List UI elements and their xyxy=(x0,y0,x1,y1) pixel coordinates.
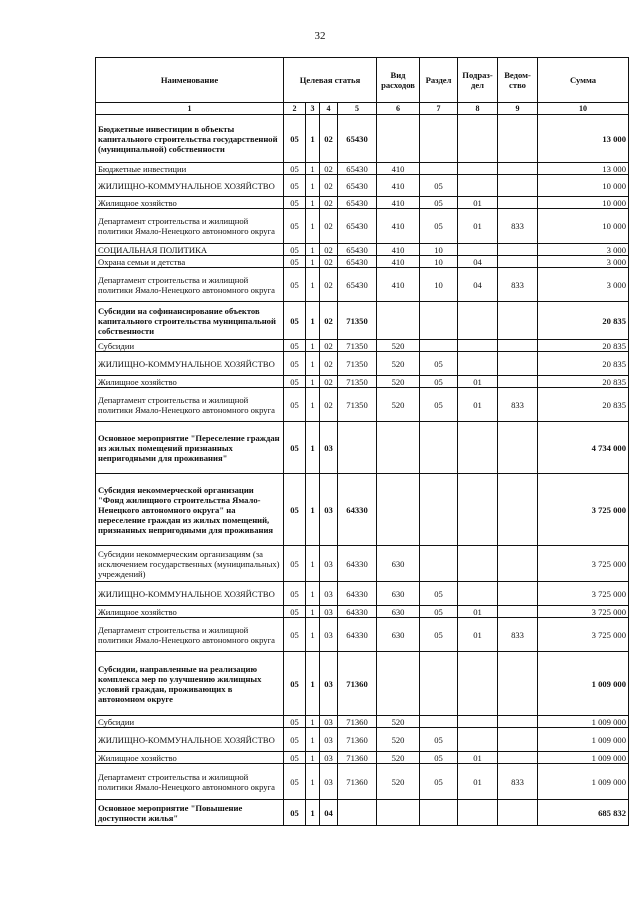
department-cell: 833 xyxy=(498,268,538,302)
department-cell xyxy=(498,546,538,582)
target-direction-cell: 64330 xyxy=(338,546,377,582)
target-direction-cell: 65430 xyxy=(338,256,377,268)
target-activity-cell: 02 xyxy=(320,115,338,163)
amount-cell: 3 725 000 xyxy=(538,606,629,618)
target-subprogram-cell: 1 xyxy=(306,244,320,256)
target-program-cell: 05 xyxy=(284,764,306,800)
target-direction-cell: 64330 xyxy=(338,618,377,652)
department-cell xyxy=(498,474,538,546)
department-cell xyxy=(498,244,538,256)
target-activity-cell: 03 xyxy=(320,422,338,474)
amount-cell: 1 009 000 xyxy=(538,764,629,800)
amount-cell: 13 000 xyxy=(538,163,629,175)
target-subprogram-cell: 1 xyxy=(306,582,320,606)
department-cell: 833 xyxy=(498,764,538,800)
target-program-cell: 05 xyxy=(284,474,306,546)
target-program-cell: 05 xyxy=(284,388,306,422)
header-section: Раздел xyxy=(420,58,458,103)
target-program-cell: 05 xyxy=(284,376,306,388)
table-row xyxy=(96,652,629,716)
section-cell xyxy=(420,163,458,175)
header-department: Ведом-ство xyxy=(498,58,538,103)
row-name-cell: Основное мероприятие "Переселение граждан из жилых помещений признанных непригодными для проживания" xyxy=(96,422,284,474)
table-row xyxy=(96,800,629,826)
target-direction-cell: 71350 xyxy=(338,302,377,340)
target-activity-cell: 03 xyxy=(320,546,338,582)
section-cell: 10 xyxy=(420,268,458,302)
row-name-cell: Жилищное хозяйство xyxy=(96,197,284,209)
amount-cell: 3 000 xyxy=(538,244,629,256)
expense-type-cell: 410 xyxy=(377,197,420,209)
target-activity-cell: 02 xyxy=(320,256,338,268)
expense-type-cell: 630 xyxy=(377,582,420,606)
target-subprogram-cell: 1 xyxy=(306,800,320,826)
target-program-cell: 05 xyxy=(284,606,306,618)
target-activity-cell: 04 xyxy=(320,800,338,826)
expense-type-cell xyxy=(377,800,420,826)
expense-type-cell: 520 xyxy=(377,352,420,376)
section-cell: 05 xyxy=(420,606,458,618)
subsection-cell: 01 xyxy=(458,197,498,209)
amount-cell: 3 000 xyxy=(538,256,629,268)
target-direction-cell: 71360 xyxy=(338,752,377,764)
table-row xyxy=(96,244,629,256)
table-row xyxy=(96,268,629,302)
subsection-cell xyxy=(458,244,498,256)
budget-table xyxy=(95,57,629,826)
table-row xyxy=(96,728,629,752)
expense-type-cell: 630 xyxy=(377,546,420,582)
table-row xyxy=(96,256,629,268)
target-activity-cell: 03 xyxy=(320,752,338,764)
column-number: 5 xyxy=(338,103,377,115)
target-subprogram-cell: 1 xyxy=(306,163,320,175)
target-program-cell: 05 xyxy=(284,115,306,163)
department-cell xyxy=(498,376,538,388)
target-direction-cell: 65430 xyxy=(338,115,377,163)
subsection-cell xyxy=(458,582,498,606)
target-direction-cell: 71360 xyxy=(338,728,377,752)
target-program-cell: 05 xyxy=(284,175,306,197)
row-name-cell: СОЦИАЛЬНАЯ ПОЛИТИКА xyxy=(96,244,284,256)
table-row xyxy=(96,388,629,422)
expense-type-cell: 520 xyxy=(377,388,420,422)
target-program-cell: 05 xyxy=(284,728,306,752)
target-program-cell: 05 xyxy=(284,618,306,652)
column-number: 7 xyxy=(420,103,458,115)
subsection-cell xyxy=(458,422,498,474)
row-name-cell: Субсидии на софинансирование объектов капитального строительства муниципальной собственности xyxy=(96,302,284,340)
section-cell: 05 xyxy=(420,618,458,652)
target-direction-cell: 65430 xyxy=(338,175,377,197)
target-activity-cell: 02 xyxy=(320,352,338,376)
target-subprogram-cell: 1 xyxy=(306,256,320,268)
target-activity-cell: 02 xyxy=(320,175,338,197)
target-subprogram-cell: 1 xyxy=(306,618,320,652)
amount-cell: 20 835 xyxy=(538,340,629,352)
section-cell: 05 xyxy=(420,728,458,752)
header-amount: Сумма xyxy=(538,58,629,103)
target-direction-cell: 65430 xyxy=(338,244,377,256)
column-number: 9 xyxy=(498,103,538,115)
table-row xyxy=(96,752,629,764)
target-subprogram-cell: 1 xyxy=(306,652,320,716)
section-cell xyxy=(420,302,458,340)
target-activity-cell: 03 xyxy=(320,618,338,652)
expense-type-cell: 410 xyxy=(377,256,420,268)
target-direction-cell: 71350 xyxy=(338,376,377,388)
section-cell: 05 xyxy=(420,752,458,764)
target-activity-cell: 03 xyxy=(320,716,338,728)
row-name-cell: Бюджетные инвестиции xyxy=(96,163,284,175)
target-subprogram-cell: 1 xyxy=(306,388,320,422)
target-subprogram-cell: 1 xyxy=(306,422,320,474)
target-direction-cell xyxy=(338,422,377,474)
subsection-cell xyxy=(458,163,498,175)
target-direction-cell xyxy=(338,800,377,826)
target-program-cell: 05 xyxy=(284,652,306,716)
table-row xyxy=(96,546,629,582)
column-number: 8 xyxy=(458,103,498,115)
expense-type-cell: 520 xyxy=(377,728,420,752)
target-activity-cell: 03 xyxy=(320,764,338,800)
department-cell xyxy=(498,115,538,163)
row-name-cell: Субсидии xyxy=(96,340,284,352)
expense-type-cell xyxy=(377,302,420,340)
amount-cell: 3 725 000 xyxy=(538,618,629,652)
header-name: Наименование xyxy=(96,58,284,103)
section-cell: 10 xyxy=(420,256,458,268)
target-activity-cell: 02 xyxy=(320,376,338,388)
section-cell xyxy=(420,115,458,163)
amount-cell: 20 835 xyxy=(538,302,629,340)
section-cell xyxy=(420,340,458,352)
expense-type-cell: 630 xyxy=(377,618,420,652)
subsection-cell xyxy=(458,800,498,826)
row-name-cell: Департамент строительства и жилищной политики Ямало-Ненецкого автономного округа xyxy=(96,764,284,800)
section-cell: 05 xyxy=(420,209,458,244)
row-name-cell: Департамент строительства и жилищной политики Ямало-Ненецкого автономного округа xyxy=(96,618,284,652)
row-name-cell: ЖИЛИЩНО-КОММУНАЛЬНОЕ ХОЗЯЙСТВО xyxy=(96,175,284,197)
target-subprogram-cell: 1 xyxy=(306,716,320,728)
column-number: 1 xyxy=(96,103,284,115)
target-program-cell: 05 xyxy=(284,546,306,582)
target-activity-cell: 02 xyxy=(320,209,338,244)
section-cell xyxy=(420,716,458,728)
target-subprogram-cell: 1 xyxy=(306,209,320,244)
column-number: 10 xyxy=(538,103,629,115)
subsection-cell: 01 xyxy=(458,209,498,244)
target-program-cell: 05 xyxy=(284,197,306,209)
target-activity-cell: 02 xyxy=(320,340,338,352)
column-number: 4 xyxy=(320,103,338,115)
expense-type-cell: 520 xyxy=(377,716,420,728)
amount-cell: 3 725 000 xyxy=(538,546,629,582)
section-cell: 05 xyxy=(420,388,458,422)
section-cell: 10 xyxy=(420,244,458,256)
target-direction-cell: 65430 xyxy=(338,209,377,244)
target-direction-cell: 64330 xyxy=(338,606,377,618)
target-subprogram-cell: 1 xyxy=(306,302,320,340)
row-name-cell: Бюджетные инвестиции в объекты капитального строительства государственной (муниципальной) собственности xyxy=(96,115,284,163)
amount-cell: 1 009 000 xyxy=(538,752,629,764)
subsection-cell: 04 xyxy=(458,268,498,302)
target-activity-cell: 03 xyxy=(320,728,338,752)
row-name-cell: Жилищное хозяйство xyxy=(96,376,284,388)
expense-type-cell xyxy=(377,474,420,546)
table-row xyxy=(96,422,629,474)
subsection-cell xyxy=(458,340,498,352)
target-subprogram-cell: 1 xyxy=(306,728,320,752)
subsection-cell: 01 xyxy=(458,764,498,800)
table-row xyxy=(96,340,629,352)
subsection-cell xyxy=(458,546,498,582)
table-row xyxy=(96,606,629,618)
target-direction-cell: 71350 xyxy=(338,340,377,352)
target-program-cell: 05 xyxy=(284,752,306,764)
department-cell xyxy=(498,340,538,352)
subsection-cell xyxy=(458,652,498,716)
table-row xyxy=(96,302,629,340)
expense-type-cell: 520 xyxy=(377,764,420,800)
target-direction-cell: 64330 xyxy=(338,582,377,606)
section-cell: 05 xyxy=(420,376,458,388)
header-subsection: Подраз-дел xyxy=(458,58,498,103)
target-activity-cell: 02 xyxy=(320,388,338,422)
target-subprogram-cell: 1 xyxy=(306,197,320,209)
row-name-cell: Субсидии xyxy=(96,716,284,728)
department-cell: 833 xyxy=(498,388,538,422)
subsection-cell: 01 xyxy=(458,388,498,422)
target-program-cell: 05 xyxy=(284,209,306,244)
section-cell: 05 xyxy=(420,197,458,209)
column-number: 6 xyxy=(377,103,420,115)
target-subprogram-cell: 1 xyxy=(306,764,320,800)
department-cell xyxy=(498,752,538,764)
table-row xyxy=(96,764,629,800)
page-number: 32 xyxy=(314,30,326,42)
section-cell: 05 xyxy=(420,352,458,376)
row-name-cell: Департамент строительства и жилищной политики Ямало-Ненецкого автономного округа xyxy=(96,209,284,244)
column-number-row xyxy=(96,103,629,115)
department-cell xyxy=(498,163,538,175)
subsection-cell xyxy=(458,352,498,376)
table-row xyxy=(96,175,629,197)
amount-cell: 13 000 xyxy=(538,115,629,163)
subsection-cell: 01 xyxy=(458,618,498,652)
row-name-cell: ЖИЛИЩНО-КОММУНАЛЬНОЕ ХОЗЯЙСТВО xyxy=(96,582,284,606)
section-cell xyxy=(420,546,458,582)
table-row xyxy=(96,352,629,376)
target-subprogram-cell: 1 xyxy=(306,546,320,582)
target-direction-cell: 65430 xyxy=(338,268,377,302)
department-cell: 833 xyxy=(498,209,538,244)
row-name-cell: Охрана семьи и детства xyxy=(96,256,284,268)
target-subprogram-cell: 1 xyxy=(306,352,320,376)
target-direction-cell: 71360 xyxy=(338,652,377,716)
target-direction-cell: 71360 xyxy=(338,716,377,728)
row-name-cell: Департамент строительства и жилищной политики Ямало-Ненецкого автономного округа xyxy=(96,388,284,422)
subsection-cell: 01 xyxy=(458,606,498,618)
column-number: 2 xyxy=(284,103,306,115)
expense-type-cell: 410 xyxy=(377,268,420,302)
target-activity-cell: 02 xyxy=(320,302,338,340)
target-direction-cell: 64330 xyxy=(338,474,377,546)
expense-type-cell xyxy=(377,652,420,716)
target-direction-cell: 71360 xyxy=(338,764,377,800)
expense-type-cell: 410 xyxy=(377,163,420,175)
department-cell xyxy=(498,652,538,716)
target-program-cell: 05 xyxy=(284,256,306,268)
table-body xyxy=(96,115,629,826)
target-activity-cell: 02 xyxy=(320,163,338,175)
row-name-cell: Жилищное хозяйство xyxy=(96,752,284,764)
row-name-cell: Субсидии некоммерческим организациям (за исключением государственных (муниципальных) учреждений) xyxy=(96,546,284,582)
header-target-article: Целевая статья xyxy=(284,58,377,103)
subsection-cell: 04 xyxy=(458,256,498,268)
expense-type-cell: 410 xyxy=(377,244,420,256)
target-direction-cell: 65430 xyxy=(338,163,377,175)
subsection-cell xyxy=(458,716,498,728)
amount-cell: 20 835 xyxy=(538,388,629,422)
amount-cell: 4 734 000 xyxy=(538,422,629,474)
amount-cell: 20 835 xyxy=(538,376,629,388)
subsection-cell xyxy=(458,175,498,197)
row-name-cell: ЖИЛИЩНО-КОММУНАЛЬНОЕ ХОЗЯЙСТВО xyxy=(96,728,284,752)
section-cell xyxy=(420,652,458,716)
row-name-cell: Жилищное хозяйство xyxy=(96,606,284,618)
target-direction-cell: 71350 xyxy=(338,388,377,422)
target-activity-cell: 02 xyxy=(320,244,338,256)
subsection-cell xyxy=(458,728,498,752)
target-program-cell: 05 xyxy=(284,268,306,302)
expense-type-cell: 520 xyxy=(377,376,420,388)
amount-cell: 20 835 xyxy=(538,352,629,376)
department-cell xyxy=(498,800,538,826)
target-subprogram-cell: 1 xyxy=(306,606,320,618)
target-activity-cell: 02 xyxy=(320,197,338,209)
department-cell xyxy=(498,728,538,752)
department-cell xyxy=(498,352,538,376)
table-row xyxy=(96,209,629,244)
section-cell xyxy=(420,474,458,546)
target-subprogram-cell: 1 xyxy=(306,474,320,546)
table-header-row xyxy=(96,58,629,103)
section-cell xyxy=(420,800,458,826)
table-row xyxy=(96,376,629,388)
subsection-cell: 01 xyxy=(458,752,498,764)
subsection-cell: 01 xyxy=(458,376,498,388)
department-cell xyxy=(498,197,538,209)
target-activity-cell: 03 xyxy=(320,652,338,716)
header-expense-type: Вид расходов xyxy=(377,58,420,103)
target-program-cell: 05 xyxy=(284,422,306,474)
amount-cell: 1 009 000 xyxy=(538,716,629,728)
amount-cell: 3 000 xyxy=(538,268,629,302)
target-subprogram-cell: 1 xyxy=(306,175,320,197)
amount-cell: 10 000 xyxy=(538,197,629,209)
expense-type-cell: 410 xyxy=(377,175,420,197)
target-program-cell: 05 xyxy=(284,302,306,340)
target-activity-cell: 03 xyxy=(320,582,338,606)
expense-type-cell xyxy=(377,115,420,163)
row-name-cell: Основное мероприятие "Повышение доступности жилья" xyxy=(96,800,284,826)
amount-cell: 3 725 000 xyxy=(538,582,629,606)
target-program-cell: 05 xyxy=(284,163,306,175)
target-subprogram-cell: 1 xyxy=(306,115,320,163)
target-subprogram-cell: 1 xyxy=(306,752,320,764)
row-name-cell: Департамент строительства и жилищной политики Ямало-Ненецкого автономного округа xyxy=(96,268,284,302)
target-activity-cell: 03 xyxy=(320,606,338,618)
section-cell: 05 xyxy=(420,582,458,606)
target-activity-cell: 03 xyxy=(320,474,338,546)
row-name-cell: Субсидии, направленные на реализацию комплекса мер по улучшению жилищных условий граждан, проживающих в автономном округе xyxy=(96,652,284,716)
target-activity-cell: 02 xyxy=(320,268,338,302)
expense-type-cell: 410 xyxy=(377,209,420,244)
target-program-cell: 05 xyxy=(284,582,306,606)
amount-cell: 10 000 xyxy=(538,175,629,197)
expense-type-cell: 520 xyxy=(377,752,420,764)
section-cell: 05 xyxy=(420,764,458,800)
table-row xyxy=(96,115,629,163)
row-name-cell: Субсидия некоммерческой организации "Фонд жилищного строительства Ямало-Ненецкого автономного округа" на переселение граждан из жилых помещений, признанных непригодными для проживания xyxy=(96,474,284,546)
expense-type-cell: 520 xyxy=(377,340,420,352)
target-subprogram-cell: 1 xyxy=(306,376,320,388)
target-program-cell: 05 xyxy=(284,244,306,256)
subsection-cell xyxy=(458,474,498,546)
department-cell xyxy=(498,302,538,340)
amount-cell: 1 009 000 xyxy=(538,728,629,752)
table-row xyxy=(96,163,629,175)
amount-cell: 1 009 000 xyxy=(538,652,629,716)
target-direction-cell: 71350 xyxy=(338,352,377,376)
row-name-cell: ЖИЛИЩНО-КОММУНАЛЬНОЕ ХОЗЯЙСТВО xyxy=(96,352,284,376)
target-program-cell: 05 xyxy=(284,716,306,728)
subsection-cell xyxy=(458,302,498,340)
target-subprogram-cell: 1 xyxy=(306,340,320,352)
target-program-cell: 05 xyxy=(284,352,306,376)
department-cell xyxy=(498,422,538,474)
column-number: 3 xyxy=(306,103,320,115)
target-subprogram-cell: 1 xyxy=(306,268,320,302)
table-row xyxy=(96,197,629,209)
section-cell: 05 xyxy=(420,175,458,197)
table-row xyxy=(96,474,629,546)
department-cell xyxy=(498,175,538,197)
table-row xyxy=(96,618,629,652)
table-row xyxy=(96,716,629,728)
table-row xyxy=(96,582,629,606)
department-cell xyxy=(498,606,538,618)
department-cell xyxy=(498,582,538,606)
amount-cell: 10 000 xyxy=(538,209,629,244)
expense-type-cell: 630 xyxy=(377,606,420,618)
subsection-cell xyxy=(458,115,498,163)
department-cell xyxy=(498,716,538,728)
expense-type-cell xyxy=(377,422,420,474)
section-cell xyxy=(420,422,458,474)
department-cell xyxy=(498,256,538,268)
target-program-cell: 05 xyxy=(284,340,306,352)
amount-cell: 685 832 xyxy=(538,800,629,826)
department-cell: 833 xyxy=(498,618,538,652)
target-direction-cell: 65430 xyxy=(338,197,377,209)
amount-cell: 3 725 000 xyxy=(538,474,629,546)
target-program-cell: 05 xyxy=(284,800,306,826)
